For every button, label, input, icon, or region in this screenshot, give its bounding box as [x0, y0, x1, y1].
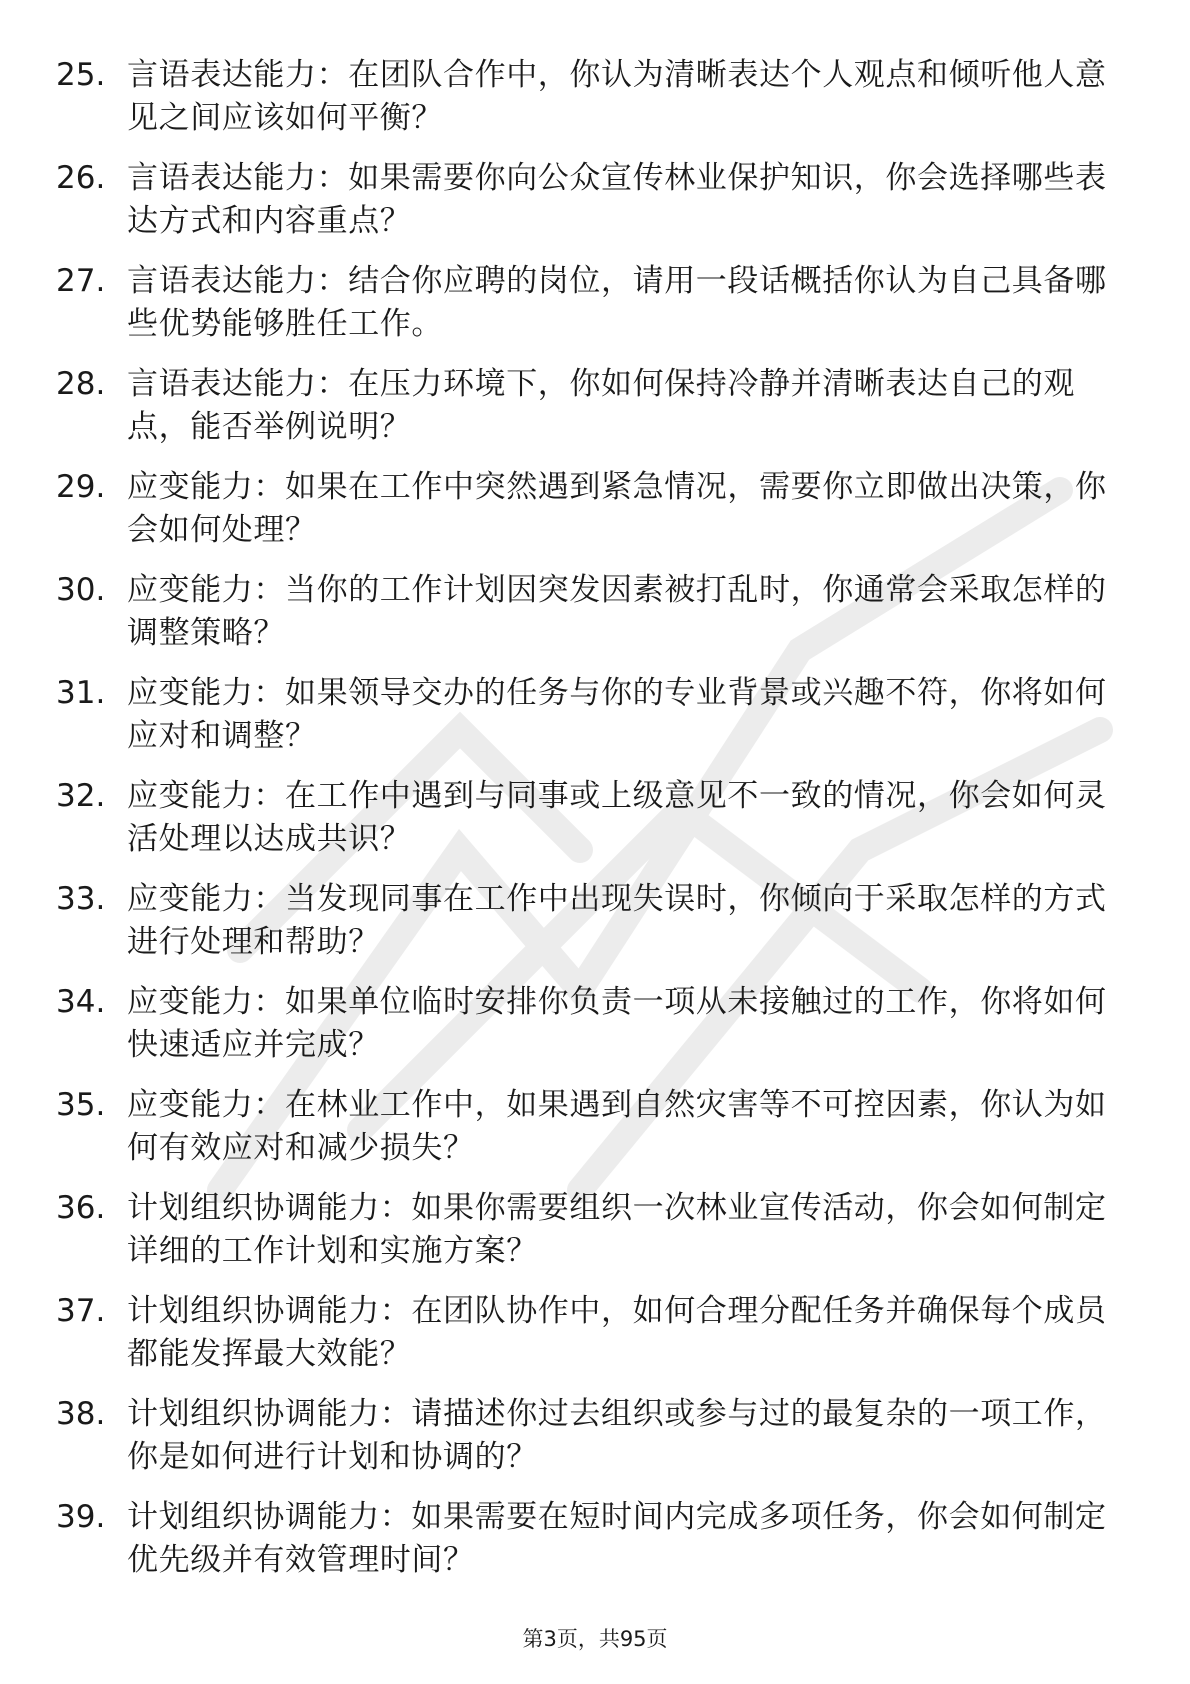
- question-item: [0, 1496, 1190, 1599]
- question-number: 39.: [56, 1499, 106, 1535]
- question-item: [0, 1290, 1190, 1393]
- question-item: [0, 1393, 1190, 1496]
- question-text: 应变能力：当发现同事在工作中出现失误时，你倾向于采取怎样的方式进行处理和帮助？: [127, 881, 1107, 960]
- page-footer: [0, 1624, 1190, 1654]
- question-item: [0, 466, 1190, 569]
- question-text: 计划组织协调能力：如果需要在短时间内完成多项任务，你会如何制定优先级并有效管理时间？: [127, 1499, 1107, 1578]
- question-text: 言语表达能力：在压力环境下，你如何保持冷静并清晰表达自己的观点，能否举例说明？: [127, 366, 1075, 445]
- question-number: 32.: [56, 778, 106, 814]
- question-number: 35.: [56, 1087, 106, 1123]
- question-number: 29.: [56, 469, 106, 505]
- question-text: 应变能力：如果领导交办的任务与你的专业背景或兴趣不符，你将如何应对和调整？: [127, 675, 1107, 754]
- question-text: 言语表达能力：在团队合作中，你认为清晰表达个人观点和倾听他人意见之间应该如何平衡？: [127, 57, 1107, 136]
- question-item: [0, 672, 1190, 775]
- question-number: 38.: [56, 1396, 106, 1432]
- question-text: 计划组织协调能力：请描述你过去组织或参与过的最复杂的一项工作，你是如何进行计划和协调的？: [127, 1396, 1107, 1475]
- question-item: [0, 1084, 1190, 1187]
- question-text: 应变能力：如果单位临时安排你负责一项从未接触过的工作，你将如何快速适应并完成？: [127, 984, 1107, 1063]
- question-item: [0, 878, 1190, 981]
- question-text: 应变能力：如果在工作中突然遇到紧急情况，需要你立即做出决策，你会如何处理？: [127, 469, 1107, 548]
- question-text: 计划组织协调能力：在团队协作中，如何合理分配任务并确保每个成员都能发挥最大效能？: [127, 1293, 1107, 1372]
- question-text: 应变能力：当你的工作计划因突发因素被打乱时，你通常会采取怎样的调整策略？: [127, 572, 1107, 651]
- question-text: 应变能力：在林业工作中，如果遇到自然灾害等不可控因素，你认为如何有效应对和减少损失？: [127, 1087, 1107, 1166]
- question-number: 37.: [56, 1293, 106, 1329]
- question-number: 27.: [56, 263, 106, 299]
- question-item: [0, 981, 1190, 1084]
- question-item: [0, 1187, 1190, 1290]
- question-item: [0, 54, 1190, 157]
- question-item: [0, 260, 1190, 363]
- question-item: [0, 775, 1190, 878]
- question-number: 31.: [56, 675, 106, 711]
- question-text: 言语表达能力：结合你应聘的岗位，请用一段话概括你认为自己具备哪些优势能够胜任工作。: [127, 263, 1107, 342]
- question-number: 26.: [56, 160, 106, 196]
- question-item: [0, 363, 1190, 466]
- question-text: 计划组织协调能力：如果你需要组织一次林业宣传活动，你会如何制定详细的工作计划和实施方案？: [127, 1190, 1107, 1269]
- question-number: 30.: [56, 572, 106, 608]
- question-list: [0, 54, 1190, 1599]
- question-number: 34.: [56, 984, 106, 1020]
- question-text: 应变能力：在工作中遇到与同事或上级意见不一致的情况，你会如何灵活处理以达成共识？: [127, 778, 1107, 857]
- question-number: 36.: [56, 1190, 106, 1226]
- question-item: [0, 157, 1190, 260]
- question-number: 28.: [56, 366, 106, 402]
- question-item: [0, 569, 1190, 672]
- question-number: 33.: [56, 881, 106, 917]
- page-number-label: 第3页，共95页: [522, 1627, 668, 1651]
- question-text: 言语表达能力：如果需要你向公众宣传林业保护知识，你会选择哪些表达方式和内容重点？: [127, 160, 1107, 239]
- question-number: 25.: [56, 57, 106, 93]
